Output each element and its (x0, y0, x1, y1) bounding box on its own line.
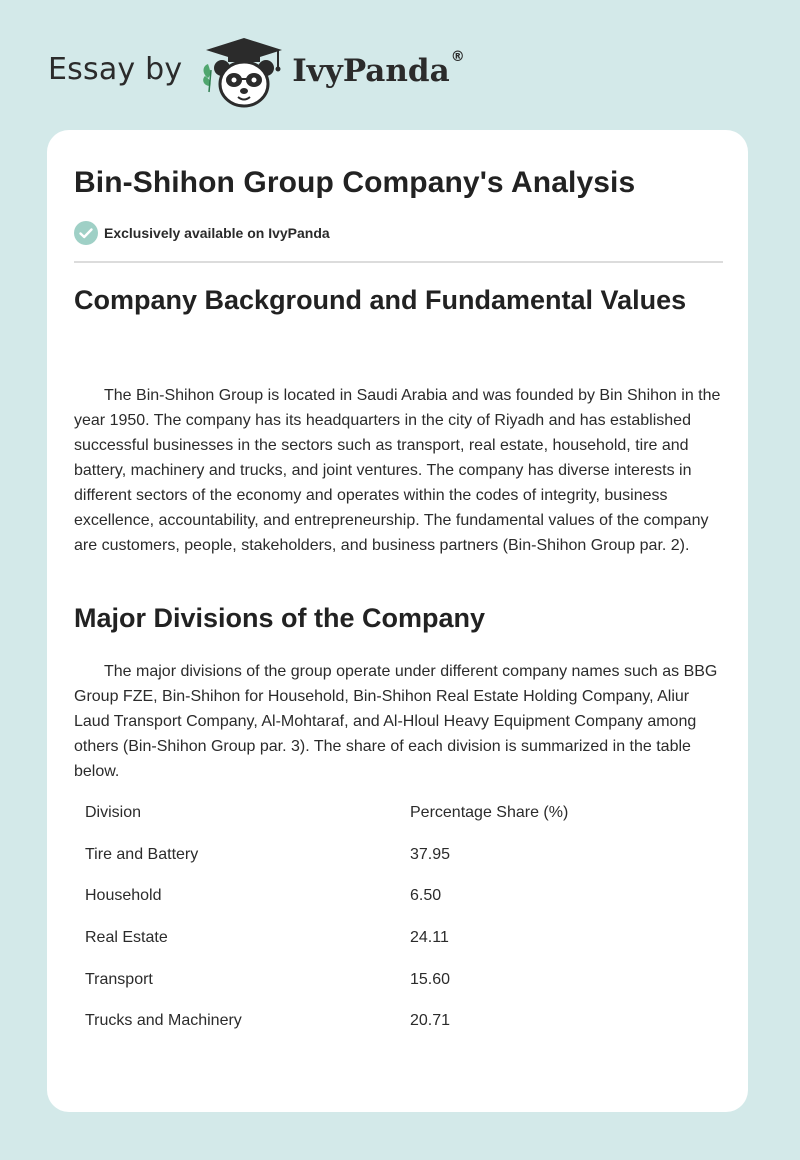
title-divider (74, 261, 723, 263)
table-cell-share: 20.71 (410, 1012, 451, 1030)
check-circle-icon (74, 221, 98, 245)
section-paragraph-divisions: The major divisions of the group operate under different company names such as BBG Group FZE, Bin-Shihon for Household, Bin-Shihon Real Estate Holding Company, Aliur Laud Transport Company, Al-Mohtaraf, and Al-Hloul Heavy Equipment Company among others (Bin-Shihon Group par. 3). The share of each division is summarized in the table below. (74, 663, 718, 780)
section-heading-divisions: Major Divisions of the Company (74, 603, 486, 633)
table-row (74, 1000, 725, 1042)
table-row (74, 959, 725, 1001)
exclusive-badge (74, 221, 330, 245)
table-cell-division: Real Estate (85, 928, 168, 946)
divisions-table (74, 792, 725, 1042)
table-cell-division: Transport (85, 970, 153, 988)
section-paragraph-background: The Bin-Shihon Group is located in Saudi Arabia and was founded by Bin Shihon in the year 1950. The company has its headquarters in the city of Riyadh and has established successful businesses in the sectors such as transport, real estate, household, tire and battery, machinery and trucks, and joint ventures. The company has diverse interests in different sectors of the economy and operates within the codes of integrity, business excellence, accountability, and entrepreneurship. The fundamental values of the company are customers, people, stakeholders, and business partners (Bin-Shihon Group par. 2). (74, 387, 721, 554)
page-title: Bin-Shihon Group Company's Analysis (74, 166, 636, 199)
site-brand[interactable] (48, 34, 465, 110)
table-cell-division: Tire and Battery (85, 845, 199, 863)
table-cell-division: Trucks and Machinery (85, 1012, 242, 1030)
table-cell-share: 15.60 (410, 970, 451, 988)
table-header-row (74, 792, 725, 834)
table-row (74, 917, 725, 959)
section-heading-background: Company Background and Fundamental Values (74, 285, 687, 315)
brand-name: IvyPanda® (292, 49, 465, 89)
table-cell-share: 24.11 (410, 928, 449, 946)
table-cell-share: 37.95 (410, 845, 451, 863)
table-cell-share: 6.50 (410, 887, 442, 905)
brand-prefix: Essay by (48, 51, 183, 87)
article-card (47, 130, 748, 1112)
table-row (74, 834, 725, 876)
table-row (74, 875, 725, 917)
table-cell-division: Household (85, 887, 162, 905)
table-header-cell: Division (85, 803, 142, 821)
panda-graduate-icon (198, 34, 290, 110)
exclusive-label: Exclusively available on IvyPanda (104, 225, 330, 241)
table-header-cell: Percentage Share (%) (410, 803, 569, 821)
